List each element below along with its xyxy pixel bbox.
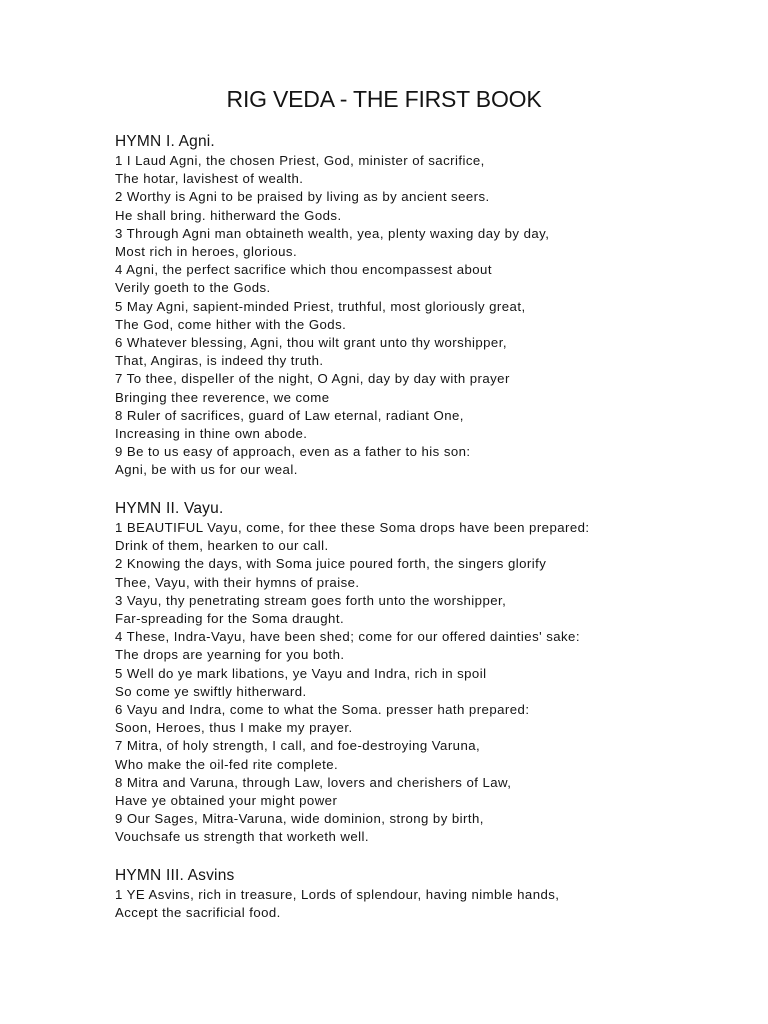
verse-list [115,152,755,480]
verse-line: 1 I Laud Agni, the chosen Priest, God, minister of sacrifice, [115,153,485,168]
verse-line: 5 May Agni, sapient-minded Priest, truthful, most gloriously great, [115,298,526,314]
hymn-heading: HYMN II. Vayu. [115,500,224,517]
verse-line: 3 Through Agni man obtaineth wealth, yea, plenty waxing day by day, [115,225,550,241]
verse-line: 4 Agni, the perfect sacrifice which thou encompassest about [115,262,492,278]
verse-line: 6 Whatever blessing, Agni, thou wilt grant unto thy worshipper, [115,335,507,351]
verse-line: Drink of them, hearken to our call. [115,538,329,554]
verse-line: 8 Mitra and Varuna, through Law, lovers and cherishers of Law, [115,774,512,790]
verse-line: Far-spreading for the Soma draught. [115,611,345,627]
verse-line: So come ye swiftly hitherward. [115,683,307,699]
verse-line: He shall bring. hitherward the Gods. [115,207,342,223]
verse-line: 3 Vayu, thy penetrating stream goes forth unto the worshipper, [115,592,507,608]
verse-line: Increasing in thine own abode. [115,426,308,442]
verse-line: 2 Knowing the days, with Soma juice poured forth, the singers glorify [115,556,547,572]
verse-line: 9 Be to us easy of approach, even as a father to his son: [115,444,471,460]
verse-line: The drops are yearning for you both. [115,647,345,663]
verse-line: 2 Worthy is Agni to be praised by living as by ancient seers. [115,189,490,205]
hymn-section [115,866,755,922]
verse-line: Agni, be with us for our weal. [115,462,298,478]
verse-line: Most rich in heroes, glorious. [115,244,298,260]
verse-line: Who make the oil-fed rite complete. [115,756,339,772]
hymn-heading: HYMN III. Asvins [115,867,235,884]
document-title: RIG VEDA - THE FIRST BOOK [226,86,542,112]
verse-line: 7 Mitra, of holy strength, I call, and foe-destroying Varuna, [115,738,481,754]
hymn-section [115,132,755,480]
verse-line: That, Angiras, is indeed thy truth. [115,353,324,369]
verse-line: 5 Well do ye mark libations, ye Vayu and Indra, rich in spoil [115,665,487,681]
verse-line: Vouchsafe us strength that worketh well. [115,829,370,845]
verse-line: 4 These, Indra-Vayu, have been shed; come for our offered dainties' sake: [115,629,580,645]
verse-line: The hotar, lavishest of wealth. [115,171,304,187]
verse-line: Soon, Heroes, thus I make my prayer. [115,720,353,736]
hymn-heading: HYMN I. Agni. [115,133,215,150]
verse-line: 8 Ruler of sacrifices, guard of Law eternal, radiant One, [115,407,464,423]
verse-line: 6 Vayu and Indra, come to what the Soma. presser hath prepared: [115,702,530,718]
verse-list [115,886,755,922]
verse-line: Thee, Vayu, with their hymns of praise. [115,574,360,590]
verse-line: Have ye obtained your might power [115,793,338,809]
verse-line: 9 Our Sages, Mitra-Varuna, wide dominion, strong by birth, [115,811,484,827]
verse-line: 1 BEAUTIFUL Vayu, come, for thee these Soma drops have been prepared: [115,520,590,535]
verse-line: 1 YE Asvins, rich in treasure, Lords of splendour, having nimble hands, [115,887,560,902]
verse-line: Accept the sacrificial food. [115,905,281,921]
verse-list [115,519,755,847]
verse-line: Verily goeth to the Gods. [115,280,271,296]
verse-line: Bringing thee reverence, we come [115,389,330,405]
verse-line: 7 To thee, dispeller of the night, O Agni, day by day with prayer [115,371,510,387]
verse-line: The God, come hither with the Gods. [115,316,347,332]
hymn-section [115,499,755,847]
